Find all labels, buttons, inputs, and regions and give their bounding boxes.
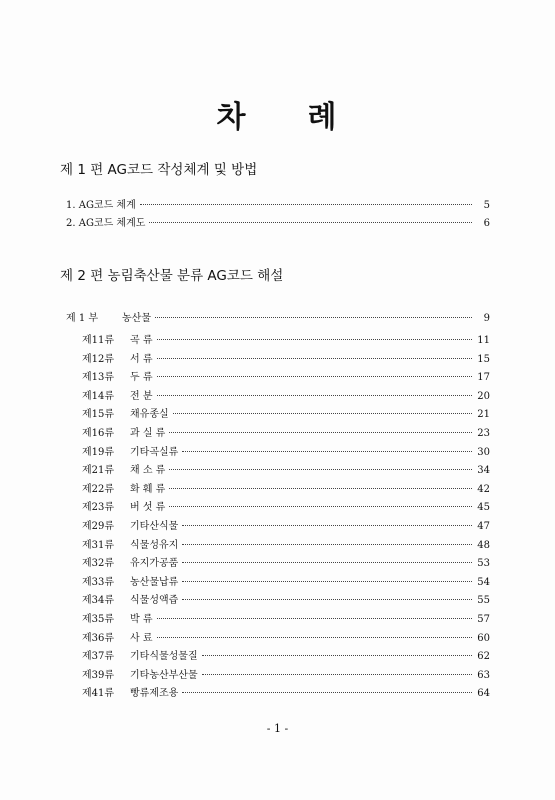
entry-label: 2. AG코드 체계도	[66, 218, 146, 229]
entry-name: 농산물납류	[130, 576, 179, 588]
entry-name: 기타곡실류	[130, 446, 179, 458]
leader-dots	[157, 375, 473, 377]
entry-page: 55	[477, 595, 490, 607]
entry-code: 제34류	[82, 595, 115, 607]
leader-dots	[157, 338, 473, 340]
entry-page: 45	[477, 502, 490, 514]
leader-dots	[157, 394, 473, 396]
toc-entry[interactable]	[82, 517, 490, 531]
entry-name: 채 소 류	[130, 465, 166, 477]
toc-entry[interactable]	[82, 536, 490, 550]
entry-code: 제39류	[82, 669, 115, 681]
entry-name: 식물성유지	[130, 539, 179, 551]
toc-entry[interactable]	[82, 684, 490, 698]
leader-dots	[182, 691, 472, 693]
leader-dots	[157, 636, 473, 638]
section-entry[interactable]	[66, 309, 490, 323]
toc-entry[interactable]	[82, 387, 490, 401]
entry-code: 제16류	[82, 428, 115, 439]
entry-page: 20	[477, 390, 490, 402]
entry-name: 박 류	[130, 614, 153, 625]
leader-dots	[182, 450, 472, 452]
leader-dots	[157, 617, 473, 619]
section-name: 농산물	[122, 313, 151, 324]
toc-entry[interactable]	[82, 610, 490, 624]
toc-entry[interactable]	[82, 443, 490, 457]
toc-entry[interactable]	[82, 350, 490, 364]
leader-dots	[155, 316, 472, 318]
part1-heading: 제 1 편 AG코드 작성체계 및 방법	[60, 162, 258, 178]
entry-code: 제41류	[82, 688, 115, 700]
toc-entry[interactable]	[82, 573, 490, 587]
title-char-right: 례	[307, 100, 339, 135]
entry-page: 23	[477, 428, 490, 439]
toc-entry[interactable]	[82, 647, 490, 661]
entry-code: 제29류	[82, 521, 115, 532]
leader-dots	[169, 487, 472, 489]
toc-entry[interactable]	[82, 666, 490, 680]
entry-page: 30	[477, 446, 490, 458]
toc-entry[interactable]	[66, 196, 490, 210]
toc-entry[interactable]	[82, 405, 490, 419]
entry-name: 기타산식물	[130, 521, 179, 532]
toc-entry[interactable]	[66, 214, 490, 228]
entry-name: 버 섯 류	[130, 502, 166, 514]
leader-dots	[182, 580, 472, 582]
section-page: 9	[483, 313, 490, 324]
entry-page: 6	[483, 218, 490, 229]
entry-name: 기타식물성물질	[130, 651, 198, 663]
leader-dots	[140, 203, 472, 205]
entry-code: 제37류	[82, 651, 115, 663]
leader-dots	[157, 357, 473, 359]
leader-dots	[182, 598, 472, 600]
toc-entry[interactable]	[82, 424, 490, 438]
entry-code: 제12류	[82, 353, 115, 365]
entry-page: 53	[477, 558, 490, 570]
leader-dots	[182, 561, 472, 563]
entry-name: 사 료	[130, 632, 153, 644]
entry-page: 60	[477, 632, 490, 644]
leader-dots	[169, 505, 472, 507]
entry-name: 빵류제조용	[130, 688, 179, 700]
entry-code: 제15류	[82, 409, 115, 421]
page-number-footer: - 1 -	[266, 722, 289, 735]
entry-name: 두 류	[130, 372, 153, 384]
leader-dots	[202, 673, 472, 675]
entry-page: 48	[477, 539, 490, 551]
leader-dots	[182, 524, 472, 526]
toc-entry[interactable]	[82, 331, 490, 345]
toc-entry[interactable]	[82, 629, 490, 643]
section-code: 제 1 부	[66, 313, 99, 324]
entry-page: 17	[477, 372, 490, 384]
title-char-left: 차	[216, 100, 248, 135]
leader-dots	[169, 431, 472, 433]
entry-page: 62	[477, 651, 490, 663]
entry-name: 채유종실	[130, 409, 169, 421]
entry-page: 54	[477, 576, 490, 588]
entry-page: 47	[477, 521, 490, 532]
entry-page: 34	[477, 465, 490, 477]
entry-code: 제21류	[82, 465, 115, 477]
page-title	[0, 92, 555, 136]
entry-name: 기타농산부산물	[130, 669, 198, 681]
entry-code: 제22류	[82, 483, 115, 495]
entry-code: 제32류	[82, 558, 115, 570]
entry-code: 제36류	[82, 632, 115, 644]
toc-entry[interactable]	[82, 591, 490, 605]
entry-code: 제14류	[82, 390, 115, 402]
entry-code: 제23류	[82, 502, 115, 514]
entry-code: 제19류	[82, 446, 115, 458]
entry-page: 5	[483, 200, 490, 211]
entry-label: 1. AG코드 체계	[66, 200, 136, 211]
toc-entry[interactable]	[82, 554, 490, 568]
entry-name: 식물성액즙	[130, 595, 179, 607]
entry-name: 서 류	[130, 353, 153, 365]
entry-name: 전 분	[130, 390, 153, 402]
leader-dots	[182, 543, 472, 545]
entry-page: 63	[477, 669, 490, 681]
entry-code: 제33류	[82, 576, 115, 588]
entry-page: 64	[477, 688, 490, 700]
entry-page: 11	[477, 335, 490, 346]
leader-dots	[173, 412, 472, 414]
entry-name: 과 실 류	[130, 428, 166, 439]
entry-code: 제31류	[82, 539, 115, 551]
entry-code: 제13류	[82, 372, 115, 384]
toc-entry[interactable]	[82, 498, 490, 512]
entry-page: 57	[477, 614, 490, 625]
toc-entry[interactable]	[82, 461, 490, 475]
part2-heading: 제 2 편 농림축산물 분류 AG코드 해설	[60, 268, 284, 284]
toc-entry[interactable]	[82, 480, 490, 494]
entry-code: 제35류	[82, 614, 115, 625]
entry-name: 화 훼 류	[130, 483, 166, 495]
entry-name: 곡 류	[130, 335, 153, 346]
leader-dots	[149, 221, 472, 223]
leader-dots	[202, 654, 472, 656]
entry-page: 21	[477, 409, 490, 421]
entry-page: 15	[477, 353, 490, 365]
leader-dots	[169, 468, 472, 470]
entry-page: 42	[477, 483, 490, 495]
toc-entry[interactable]	[82, 368, 490, 382]
entry-code: 제11류	[82, 335, 115, 346]
entry-name: 유지가공품	[130, 558, 179, 570]
